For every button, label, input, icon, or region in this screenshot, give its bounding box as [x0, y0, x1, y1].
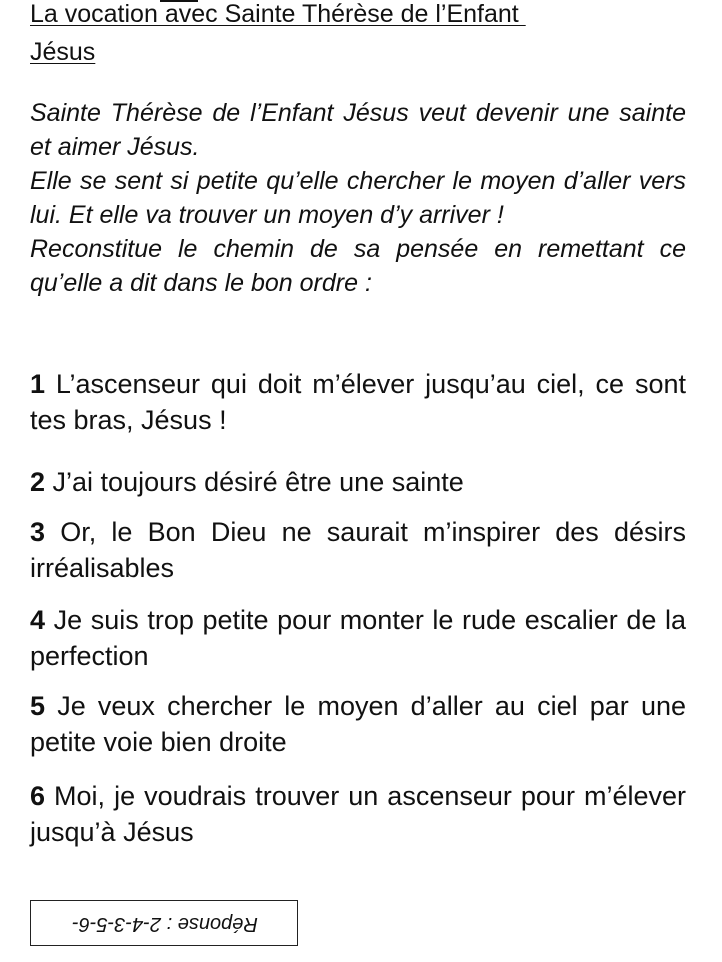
page-title-line-2: Jésus [30, 38, 96, 66]
answer-box [30, 900, 298, 946]
item-text: Or, le Bon Dieu ne saurait m’inspirer des désirs irréalisables [30, 517, 686, 583]
list-item [30, 602, 686, 674]
item-text: L’ascenseur qui doit m’élever jusqu’au ciel, ce sont tes bras, Jésus ! [30, 369, 686, 435]
answer-text-upside-down: Réponse : 2-4-3-5-6- [72, 913, 258, 935]
item-number: 6 [30, 781, 46, 811]
list-item [30, 366, 686, 438]
item-text: Je veux chercher le moyen d’aller au ciel par une petite voie bien droite [30, 691, 686, 757]
item-text: Je suis trop petite pour monter le rude escalier de la perfection [30, 605, 686, 671]
item-number: 3 [30, 517, 46, 547]
intro-paragraph: Elle se sent si petite qu’elle chercher le moyen d’aller vers lui. Et elle va trouver un moyen d’y arriver ! [30, 167, 686, 229]
item-number: 1 [30, 369, 46, 399]
list-item [30, 778, 686, 850]
list-item [30, 514, 686, 586]
list-item [30, 464, 686, 500]
page-title-line-1: La vocation avec Sainte Thérèse de l’Enfant [30, 0, 526, 28]
item-text: Moi, je voudrais trouver un ascenseur pour m’élever jusqu’à Jésus [30, 781, 686, 847]
item-number: 5 [30, 691, 46, 721]
intro-paragraph: Sainte Thérèse de l’Enfant Jésus veut devenir une sainte et aimer Jésus. [30, 99, 686, 161]
item-number: 4 [30, 605, 46, 635]
list-item [30, 688, 686, 760]
intro-paragraph: Reconstitue le chemin de sa pensée en remettant ce qu’elle a dit dans le bon ordre : [30, 235, 686, 297]
intro-text [30, 96, 686, 300]
item-text: J’ai toujours désiré être une sainte [45, 467, 464, 497]
item-number: 2 [30, 467, 46, 497]
